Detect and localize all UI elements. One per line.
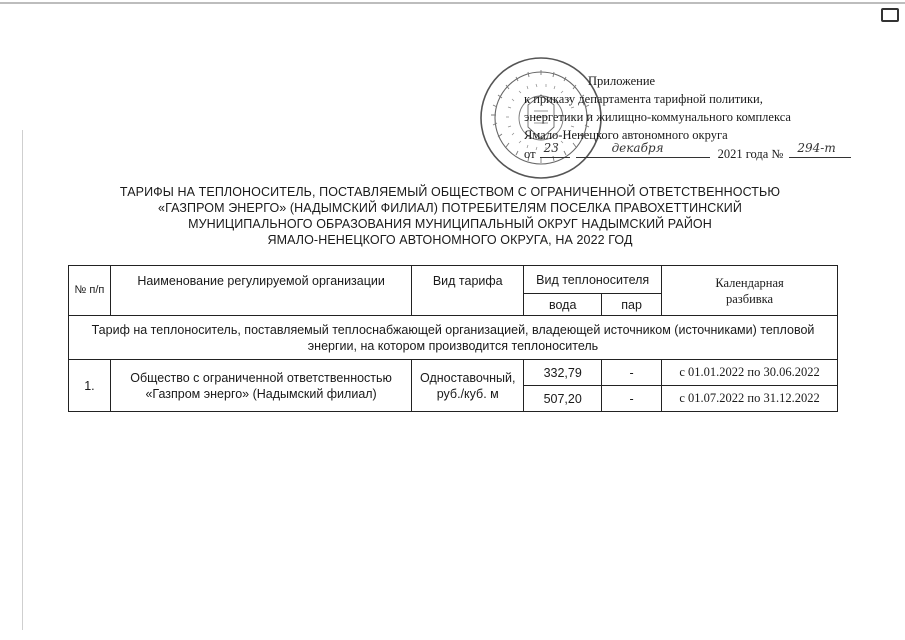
appendix-line: к приказу департамента тарифной политики, xyxy=(524,92,763,106)
row-period: с 01.07.2022 по 31.12.2022 xyxy=(662,386,838,412)
appendix-line: энергетики и жилищно-коммунального комплекса xyxy=(524,110,791,124)
header-organization: Наименование регулируемой организации xyxy=(110,266,411,316)
header-water: вода xyxy=(524,294,602,316)
table-header-row xyxy=(69,266,838,294)
row-tariff-type: Одноставочный, руб./куб. м xyxy=(412,360,524,412)
title-line: ЯМАЛО-НЕНЕЦКОГО АВТОНОМНОГО ОКРУГА, НА 2022 ГОД xyxy=(267,233,633,247)
date-year-text: 2021 года № xyxy=(717,147,784,161)
date-day-handwritten: 23 xyxy=(543,141,559,155)
date-prefix: от xyxy=(524,147,536,161)
row-water-value: 332,79 xyxy=(524,360,602,386)
header-tariff-type: Вид тарифа xyxy=(412,266,524,316)
title-line: МУНИЦИПАЛЬНОГО ОБРАЗОВАНИЯ МУНИЦИПАЛЬНЫЙ ОКРУГ НАДЫМСКИЙ РАЙОН xyxy=(188,217,712,231)
row-steam-value: - xyxy=(602,360,662,386)
row-steam-value: - xyxy=(602,386,662,412)
header-num: № п/п xyxy=(69,266,111,316)
table-row xyxy=(69,360,838,386)
order-number-handwritten: 294-т xyxy=(797,141,836,155)
date-day-field xyxy=(540,141,570,158)
header-calendar-period: Календарная разбивка xyxy=(662,266,838,316)
tariff-table xyxy=(68,265,838,412)
title-line: «ГАЗПРОМ ЭНЕРГО» (НАДЫМСКИЙ ФИЛИАЛ) ПОТРЕБИТЕЛЯМ ПОСЕЛКА ПРАВОХЕТТИНСКИЙ xyxy=(158,201,742,215)
scan-edge-top xyxy=(0,2,905,4)
order-number-field xyxy=(789,141,851,158)
header-carrier-type: Вид теплоносителя xyxy=(524,266,662,294)
document-title xyxy=(40,184,860,248)
row-period: с 01.01.2022 по 30.06.2022 xyxy=(662,360,838,386)
appendix-heading: Приложение xyxy=(588,74,656,88)
date-month-handwritten: декабря xyxy=(611,141,664,155)
section-title: Тариф на теплоноситель, поставляемый теплоснабжающей организацией, владеющей источником (источниками) тепловой энергии, на котором производится теплоноситель xyxy=(69,316,838,360)
row-num: 1. xyxy=(69,360,111,412)
corner-mark xyxy=(881,8,899,22)
appendix-block xyxy=(524,72,854,163)
title-line: ТАРИФЫ НА ТЕПЛОНОСИТЕЛЬ, ПОСТАВЛЯЕМЫЙ ОБЩЕСТВОМ С ОГРАНИЧЕННОЙ ОТВЕТСТВЕННОСТЬЮ xyxy=(119,185,781,199)
order-date-line xyxy=(524,141,854,163)
header-steam: пар xyxy=(602,294,662,316)
row-water-value: 507,20 xyxy=(524,386,602,412)
appendix-line: Ямало-Ненецкого автономного округа xyxy=(524,128,728,142)
table-section-row xyxy=(69,316,838,360)
date-month-field xyxy=(576,141,710,158)
scan-edge-left xyxy=(22,130,23,630)
row-organization: Общество с ограниченной ответственностью «Газпром энерго» (Надымский филиал) xyxy=(110,360,411,412)
